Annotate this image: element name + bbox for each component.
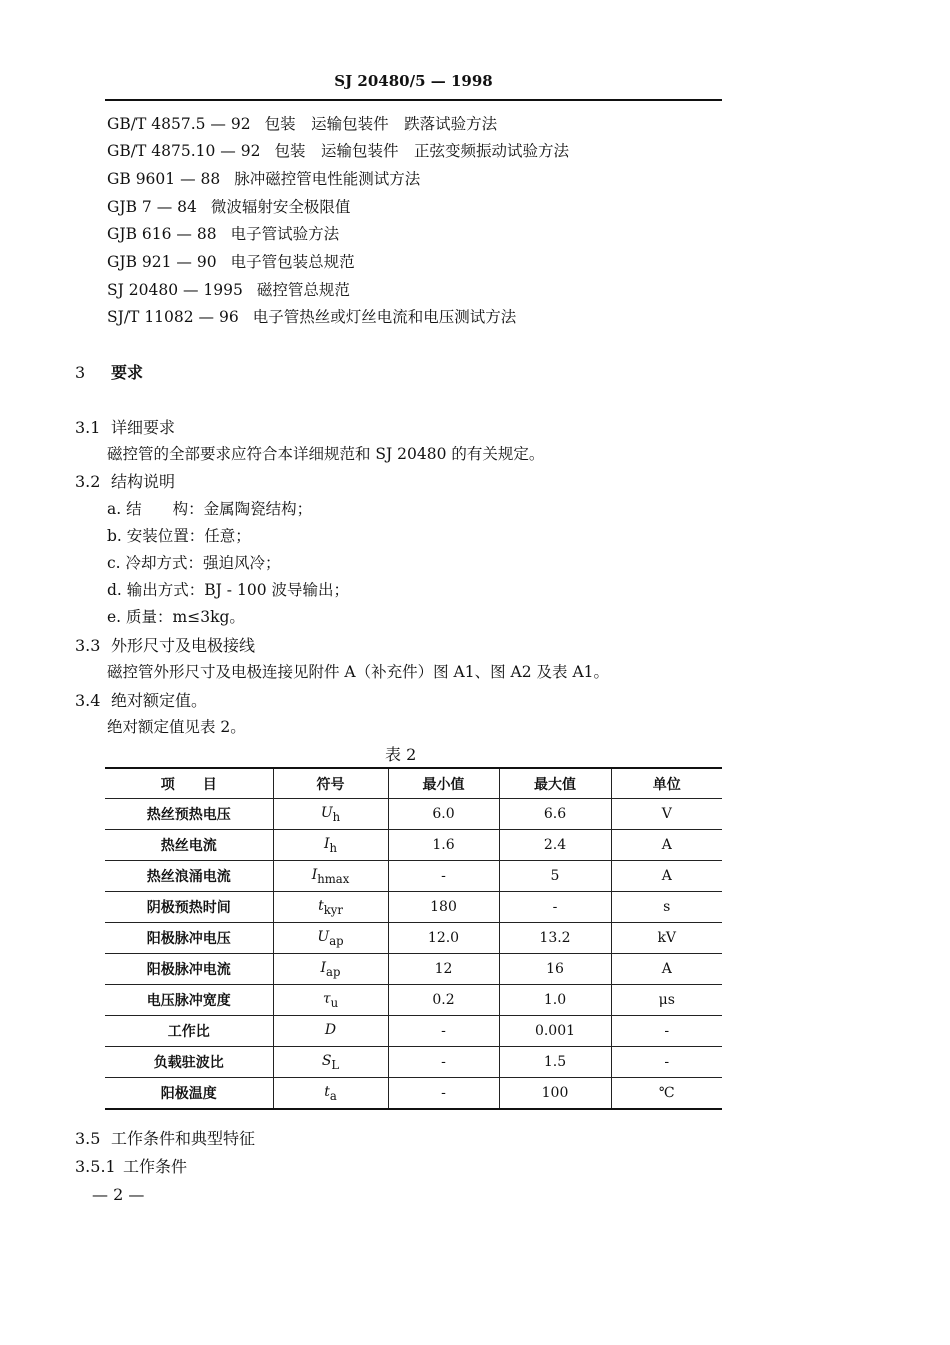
cell-unit: μs [611, 985, 722, 1016]
table-caption: 表 2 [385, 745, 417, 764]
reference-item [107, 112, 497, 134]
cell-symbol [273, 799, 388, 830]
section-3-2-heading [75, 469, 175, 492]
symbol-letter: I [323, 835, 330, 852]
cell-symbol [273, 892, 388, 923]
cell-symbol [273, 923, 388, 954]
cell-unit: s [611, 892, 722, 923]
section-title: 结构说明 [111, 472, 176, 491]
table-row [105, 799, 722, 830]
cell-max: 6.6 [499, 799, 611, 830]
reference-code: GJB 616 — 88 [107, 225, 217, 243]
section-title: 外形尺寸及电极接线 [111, 636, 256, 655]
table-row [105, 923, 722, 954]
reference-title: 磁控管总规范 [256, 281, 350, 299]
structure-item: e. 质量：m≤3kg。 [107, 608, 245, 626]
reference-code: SJ/T 11082 — 96 [107, 308, 239, 326]
reference-code: SJ 20480 — 1995 [107, 281, 243, 299]
cell-item: 阳极脉冲电流 [105, 954, 273, 985]
reference-item [107, 250, 355, 272]
header-rule [105, 99, 722, 101]
reference-title: 电子管热丝或灯丝电流和电压测试方法 [252, 308, 517, 326]
cell-min: - [388, 1047, 499, 1078]
cell-max: 16 [499, 954, 611, 985]
cell-max: 1.0 [499, 985, 611, 1016]
cell-max: 13.2 [499, 923, 611, 954]
symbol-letter: U [320, 804, 333, 821]
section-title: 绝对额定值。 [111, 691, 208, 710]
symbol-letter: t [318, 897, 324, 914]
cell-symbol [273, 1016, 388, 1047]
header-unit: 单位 [611, 768, 722, 799]
section-3-4-text: 绝对额定值见表 2。 [107, 718, 246, 736]
cell-max: 0.001 [499, 1016, 611, 1047]
section-3-heading [75, 360, 143, 383]
section-number: 3.1 [75, 418, 101, 437]
symbol-letter: D [324, 1021, 337, 1038]
reference-title: 微波辐射安全极限值 [210, 198, 351, 216]
cell-unit: A [611, 861, 722, 892]
section-number: 3 [75, 363, 86, 382]
cell-min: - [388, 861, 499, 892]
reference-item [107, 139, 569, 161]
header-min: 最小值 [388, 768, 499, 799]
symbol-letter: t [324, 1083, 330, 1100]
table-body [105, 799, 722, 1110]
cell-unit: A [611, 954, 722, 985]
table-row [105, 985, 722, 1016]
section-number: 3.3 [75, 636, 101, 655]
cell-unit: - [611, 1016, 722, 1047]
cell-min: 12.0 [388, 923, 499, 954]
cell-unit: kV [611, 923, 722, 954]
section-number: 3.5 [75, 1129, 101, 1148]
reference-code: GB/T 4857.5 — 92 [107, 115, 251, 133]
section-3-1-heading [75, 415, 175, 438]
structure-item: a. 结 构：金属陶瓷结构； [107, 500, 313, 518]
page-number: — 2 — [92, 1185, 145, 1204]
section-number: 3.2 [75, 472, 101, 491]
symbol-subscript: a [329, 1088, 337, 1103]
cell-max: 5 [499, 861, 611, 892]
cell-min: - [388, 1078, 499, 1110]
table-row [105, 892, 722, 923]
symbol-subscript: h [332, 809, 341, 824]
section-title: 工作条件和典型特征 [111, 1129, 256, 1148]
table-row [105, 1016, 722, 1047]
cell-symbol [273, 1047, 388, 1078]
section-title: 详细要求 [111, 418, 176, 437]
symbol-letter: I [320, 959, 327, 976]
symbol-subscript: ap [326, 964, 341, 979]
cell-item: 阳极脉冲电压 [105, 923, 273, 954]
cell-item: 电压脉冲宽度 [105, 985, 273, 1016]
cell-symbol [273, 1078, 388, 1110]
section-3-5-1-heading [75, 1154, 187, 1177]
header-max: 最大值 [499, 768, 611, 799]
reference-item [107, 195, 350, 217]
section-3-3-heading [75, 633, 255, 656]
cell-max: 100 [499, 1078, 611, 1110]
cell-item: 阳极温度 [105, 1078, 273, 1110]
header-item: 项 目 [105, 768, 273, 799]
section-title: 工作条件 [123, 1157, 188, 1176]
cell-max: - [499, 892, 611, 923]
symbol-subscript: ap [329, 933, 344, 948]
cell-item: 热丝预热电压 [105, 799, 273, 830]
symbol-letter: τ [322, 990, 331, 1007]
cell-max: 2.4 [499, 830, 611, 861]
reference-code: GJB 921 — 90 [107, 253, 217, 271]
cell-max: 1.5 [499, 1047, 611, 1078]
symbol-subscript: kyr [323, 902, 343, 917]
reference-code: GJB 7 — 84 [107, 198, 197, 216]
symbol-letter: I [311, 866, 318, 883]
reference-title: 脉冲磁控管电性能测试方法 [234, 170, 421, 188]
cell-unit: A [611, 830, 722, 861]
cell-item: 热丝浪涌电流 [105, 861, 273, 892]
cell-min: 12 [388, 954, 499, 985]
cell-unit: - [611, 1047, 722, 1078]
symbol-subscript: u [330, 995, 339, 1010]
symbol-subscript: hmax [317, 871, 350, 886]
cell-unit: V [611, 799, 722, 830]
reference-title: 包装 运输包装件 跌落试验方法 [264, 115, 498, 133]
cell-symbol [273, 830, 388, 861]
cell-item: 工作比 [105, 1016, 273, 1047]
ratings-table [105, 767, 722, 1110]
table-row [105, 1047, 722, 1078]
structure-item: d. 输出方式：BJ - 100 波导输出； [107, 581, 349, 599]
table-row [105, 861, 722, 892]
reference-code: GB 9601 — 88 [107, 170, 221, 188]
cell-min: 180 [388, 892, 499, 923]
cell-item: 热丝电流 [105, 830, 273, 861]
symbol-subscript: h [329, 840, 338, 855]
reference-item [107, 222, 339, 244]
cell-symbol [273, 985, 388, 1016]
symbol-subscript: L [331, 1057, 340, 1072]
table-row [105, 1078, 722, 1110]
section-3-3-text: 磁控管外形尺寸及电极连接见附件 A（补充件）图 A1、图 A2 及表 A1。 [107, 663, 609, 681]
table-header-row [105, 768, 722, 799]
section-3-4-heading [75, 688, 207, 711]
reference-item [107, 167, 420, 189]
table-row [105, 954, 722, 985]
reference-item [107, 305, 516, 327]
cell-min: 0.2 [388, 985, 499, 1016]
cell-item: 负载驻波比 [105, 1047, 273, 1078]
header-symbol: 符号 [273, 768, 388, 799]
reference-title: 电子管包装总规范 [230, 253, 355, 271]
symbol-letter: U [317, 928, 330, 945]
cell-min: - [388, 1016, 499, 1047]
symbol-letter: S [321, 1052, 332, 1069]
cell-min: 6.0 [388, 799, 499, 830]
cell-unit: ℃ [611, 1078, 722, 1110]
structure-item: c. 冷却方式：强迫风冷； [107, 554, 281, 572]
cell-item: 阴极预热时间 [105, 892, 273, 923]
reference-title: 电子管试验方法 [230, 225, 340, 243]
section-number: 3.4 [75, 691, 101, 710]
cell-symbol [273, 954, 388, 985]
reference-code: GB/T 4875.10 — 92 [107, 142, 261, 160]
structure-item: b. 安装位置：任意； [107, 527, 251, 545]
section-3-1-text: 磁控管的全部要求应符合本详细规范和 SJ 20480 的有关规定。 [107, 445, 545, 463]
reference-item [107, 278, 350, 300]
cell-symbol [273, 861, 388, 892]
section-number: 3.5.1 [75, 1157, 116, 1176]
reference-title: 包装 运输包装件 正弦变频振动试验方法 [274, 142, 569, 160]
section-3-5-heading [75, 1126, 255, 1149]
cell-min: 1.6 [388, 830, 499, 861]
page-header: SJ 20480/5 — 1998 [334, 72, 493, 90]
table-row [105, 830, 722, 861]
section-title: 要求 [111, 363, 144, 382]
